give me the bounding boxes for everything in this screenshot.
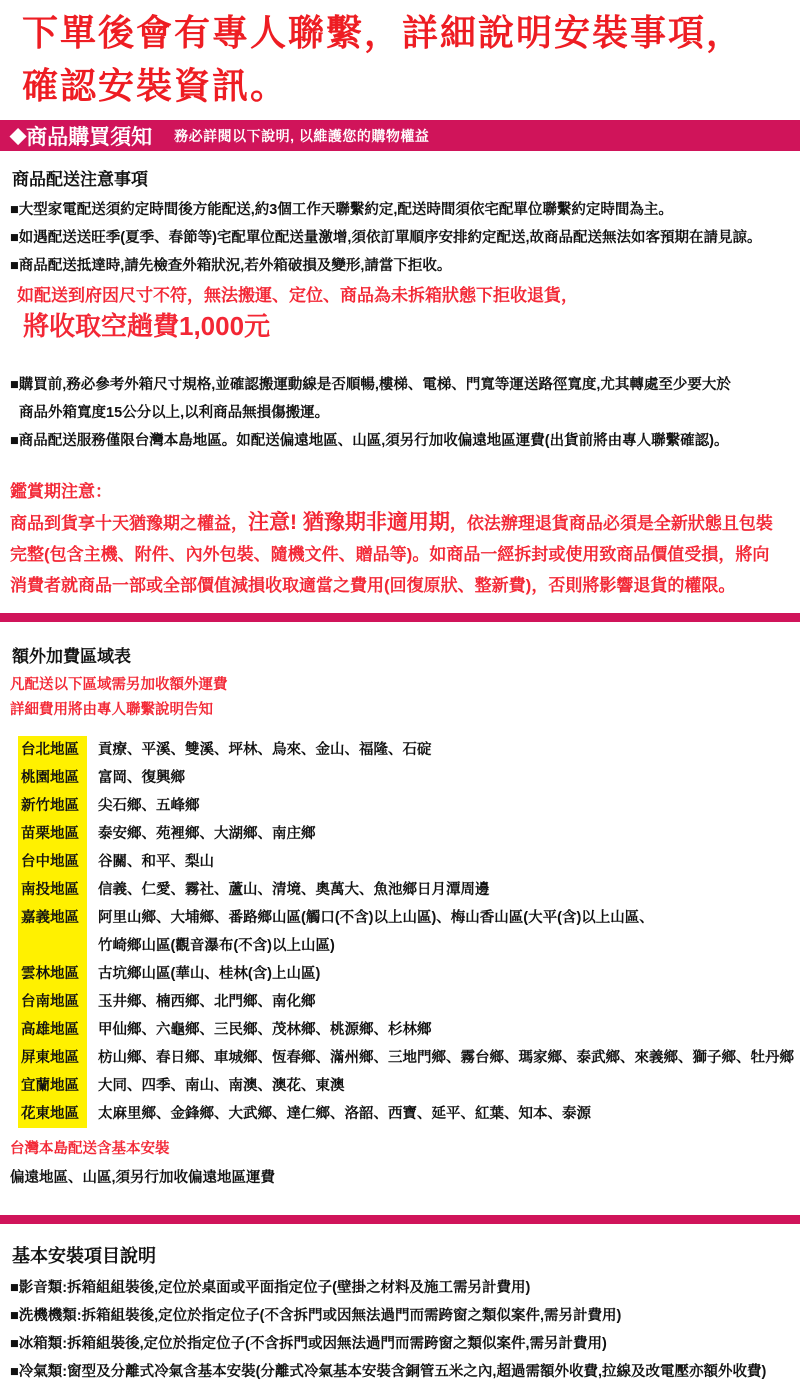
- region-label: 花東地區: [18, 1100, 87, 1128]
- region-label: 新竹地區: [18, 792, 87, 820]
- region-label: 台南地區: [18, 988, 87, 1016]
- extra-fee-section: [0, 642, 800, 1191]
- region-areas: 泰安鄉、苑裡鄉、大湖鄉、南庄鄉: [98, 826, 316, 842]
- region-label: [18, 932, 87, 960]
- region-areas: 玉井鄉、楠西鄉、北門鄉、南化鄉: [98, 994, 316, 1010]
- table-row: [18, 1100, 790, 1128]
- top-headline-line2: 確認安裝資訊。: [22, 65, 289, 106]
- banner-title: [10, 121, 152, 151]
- region-areas: 太麻里鄉、金鋒鄉、大武鄉、達仁鄉、洛韶、西寶、延平、紅葉、知本、泰源: [98, 1106, 591, 1122]
- region-areas: 富岡、復興鄉: [98, 770, 185, 786]
- delivery-bullet: ■大型家電配送須約定時間後方能配送,約3個工作天聯繫約定,配送時間須依宅配單位聯繫約定時間為主。: [10, 202, 673, 218]
- banner-subtitle: 務必詳閱以下說明, 以維護您的購物權益: [174, 127, 430, 144]
- table-row: [18, 792, 790, 820]
- region-label: 台北地區: [18, 736, 87, 764]
- install-bullet: ■影音類:拆箱組組裝後,定位於桌面或平面指定位子(壁掛之材料及施工需另計費用): [10, 1280, 531, 1296]
- region-areas: 貢療、平溪、雙溪、坪林、烏來、金山、福隆、石碇: [98, 742, 432, 758]
- install-bullet: ■冷氣類:窗型及分離式冷氣含基本安裝(分離式冷氣基本安裝含銅管五米之內,超過需額外收費,拉線及改電壓亦額外收費): [10, 1364, 767, 1380]
- delivery-bullet: ■如遇配送送旺季(夏季、春節等)宅配單位配送量激增,須依訂單順序安排約定配送,故商品配送無法如客預期在請見諒。: [10, 230, 762, 246]
- return-policy-title: 鑑賞期注意：: [10, 482, 112, 501]
- region-label: 高雄地區: [18, 1016, 87, 1044]
- region-areas: 阿里山鄉、大埔鄉、番路鄉山區(觸口(不含)以上山區)、梅山香山區(大平(含)以上山區、: [98, 910, 654, 926]
- region-areas: 信義、仁愛、霧社、蘆山、清境、奧萬大、魚池鄉日月潭周邊: [98, 882, 490, 898]
- region-label: 桃園地區: [18, 764, 87, 792]
- purchase-notice-banner: [0, 120, 800, 151]
- table-row: [18, 960, 790, 988]
- region-label: 嘉義地區: [18, 904, 87, 932]
- table-row: [18, 904, 790, 932]
- region-label: 南投地區: [18, 876, 87, 904]
- delivery-bullet-continuation: 商品外箱寬度15公分以上,以利商品無損傷搬運。: [19, 405, 330, 421]
- install-bullet: ■冰箱類:拆箱組裝後,定位於指定位子(不含拆門或因無法過門而需跨窗之類似案件,需另計費用): [10, 1336, 607, 1352]
- region-areas: 古坑鄉山區(華山、桂林(含)上山區): [98, 966, 321, 982]
- delivery-bullet: ■商品配送服務僅限台灣本島地區。如配送偏遠地區、山區,須另行加收偏遠地區運費(出貨前將由專人聯繫確認)。: [10, 433, 729, 449]
- table-row: [18, 1016, 790, 1044]
- extra-fee-note-1: 凡配送以下區域需另加收額外運費: [10, 677, 228, 693]
- region-label: 宜蘭地區: [18, 1072, 87, 1100]
- table-row: [18, 876, 790, 904]
- return-policy-emphasis: 注意! 猶豫期非適用期: [248, 511, 450, 534]
- empty-trip-fee-warning: 將收取空趟費1,000元: [23, 311, 271, 341]
- section-divider: [0, 613, 800, 622]
- banner-title-text: 商品購買須知: [26, 125, 153, 149]
- main-content: [0, 165, 800, 601]
- oversize-refuse-warning: 如配送到府因尺寸不符，無法搬運、定位、商品為未拆箱狀態下拒收退貨，: [17, 286, 578, 305]
- table-row: [18, 988, 790, 1016]
- install-section: [0, 1242, 800, 1386]
- delivery-bullet: ■商品配送抵達時,請先檢查外箱狀況,若外箱破損及變形,請當下拒收。: [10, 258, 452, 274]
- table-row: [18, 848, 790, 876]
- delivery-bullet: ■購買前,務必參考外箱尺寸規格,並確認搬運動線是否順暢,樓梯、電梯、門寬等運送路徑寬度,尤其轉處至少要大於: [10, 377, 731, 393]
- base-install-note: 台灣本島配送含基本安裝: [10, 1141, 170, 1157]
- top-headline-line1: 下單後會有專人聯繫，詳細說明安裝事項，: [22, 12, 745, 53]
- section-divider: [0, 1215, 800, 1224]
- region-label: 雲林地區: [18, 960, 87, 988]
- install-section-heading: 基本安裝項目說明: [12, 1246, 156, 1266]
- table-row: [18, 1044, 794, 1072]
- return-policy-text-start: 商品到貨享十天猶豫期之權益，: [10, 514, 248, 533]
- return-policy-text-rest: ，依法辦理退貨商品必須是全新狀態且包裝完整(包含主機、附件、內外包裝、隨機文件、贈品等)。如商品一經拆封或使用致商品價值受損，將向消費者就商品一部或全部價值減損收取適當之費用(回復原狀、整新費)，否則將影響退貨的權限。: [10, 514, 773, 595]
- table-row: [18, 736, 790, 764]
- region-label: 屏東地區: [18, 1044, 87, 1072]
- remote-area-note: 偏遠地區、山區,須另行加收偏遠地區運費: [10, 1170, 276, 1186]
- delivery-section-heading: 商品配送注意事項: [12, 170, 148, 189]
- region-areas: 竹崎鄉山區(觀音瀑布(不含)以上山區): [98, 938, 335, 954]
- install-bullet: ■洗機機類:拆箱組裝後,定位於指定位子(不含拆門或因無法過門而需跨窗之類似案件,需另計費用): [10, 1308, 622, 1324]
- region-areas: 谷關、和平、梨山: [98, 854, 214, 870]
- table-row: [18, 1072, 790, 1100]
- region-areas: 甲仙鄉、六龜鄉、三民鄉、茂林鄉、桃源鄉、杉林鄉: [98, 1022, 432, 1038]
- region-areas: 大同、四季、南山、南澳、澳花、東澳: [98, 1078, 345, 1094]
- extra-fee-note-2: 詳細費用將由專人聯繫說明告知: [10, 702, 213, 718]
- region-label: 台中地區: [18, 848, 87, 876]
- diamond-icon: ◆: [10, 124, 27, 147]
- table-row: [18, 764, 790, 792]
- extra-fee-heading: 額外加費區域表: [12, 647, 131, 666]
- region-fee-table: [18, 736, 794, 1128]
- region-areas: 枋山鄉、春日鄉、車城鄉、恆春鄉、滿州鄉、三地門鄉、霧台鄉、瑪家鄉、泰武鄉、來義鄉、獅子鄉、牡丹鄉: [98, 1050, 794, 1066]
- return-policy-paragraph: [10, 507, 782, 601]
- top-headline: [0, 0, 800, 114]
- region-label: 苗栗地區: [18, 820, 87, 848]
- table-row: [18, 932, 790, 960]
- region-areas: 尖石鄉、五峰鄉: [98, 798, 200, 814]
- install-list: [10, 1274, 790, 1386]
- table-row: [18, 820, 790, 848]
